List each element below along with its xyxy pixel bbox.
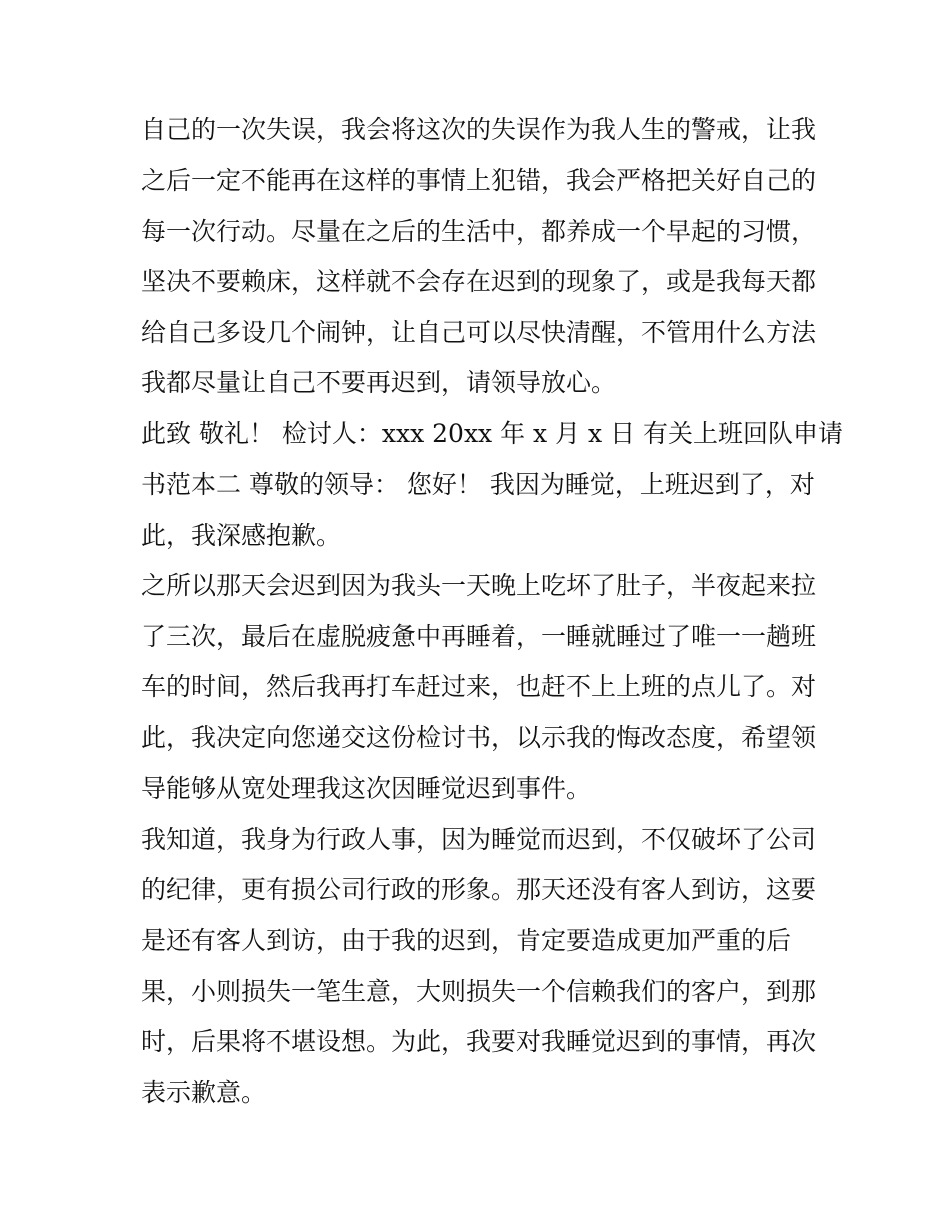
text-line: 之后一定不能再在这样的事情上犯错，我会严格把关好自己的 xyxy=(141,166,817,195)
text-line: 了三次，最后在虚脱疲惫中再睡着，一睡就睡过了唯一一趟班 xyxy=(141,622,817,651)
text-line: 给自己多设几个闹钟，让自己可以尽快清醒，不管用什么方法 xyxy=(141,318,817,347)
text-line: 时，后果将不堪设想。为此，我要对我睡觉迟到的事情，再次 xyxy=(141,1027,817,1056)
text-line: 坚决不要赖床，这样就不会存在迟到的现象了，或是我每天都 xyxy=(141,267,817,296)
text-line: 此致 敬礼！ 检讨人：xxx 20xx 年 x 月 x 日 有关上班回队申请 xyxy=(141,419,844,448)
text-line: 车的时间，然后我再打车赶过来，也赶不上上班的点儿了。对 xyxy=(141,672,817,701)
text-line: 表示歉意。 xyxy=(141,1078,267,1107)
text-line: 导能够从宽处理我这次因睡觉迟到事件。 xyxy=(141,774,592,803)
text-line: 我知道，我身为行政人事，因为睡觉而迟到，不仅破坏了公司 xyxy=(141,825,817,854)
text-line: 此，我决定向您递交这份检讨书，以示我的悔改态度，希望领 xyxy=(141,723,817,752)
text-line: 每一次行动。尽量在之后的生活中，都养成一个早起的习惯， xyxy=(141,217,817,246)
text-line: 是还有客人到访，由于我的迟到，肯定要造成更加严重的后 xyxy=(141,926,792,955)
text-line: 之所以那天会迟到因为我头一天晚上吃坏了肚子，半夜起来拉 xyxy=(141,571,817,600)
text-line: 果，小则损失一笔生意，大则损失一个信赖我们的客户，到那 xyxy=(141,977,817,1006)
text-line: 自己的一次失误，我会将这次的失误作为我人生的警戒，让我 xyxy=(141,115,817,144)
text-line: 此，我深感抱歉。 xyxy=(141,521,342,550)
text-line: 我都尽量让自己不要再迟到，请领导放心。 xyxy=(141,368,617,397)
text-line: 书范本二 尊敬的领导： 您好！ 我因为睡觉，上班迟到了，对 xyxy=(141,470,815,499)
text-line: 的纪律，更有损公司行政的形象。那天还没有客人到访，这要 xyxy=(141,875,817,904)
